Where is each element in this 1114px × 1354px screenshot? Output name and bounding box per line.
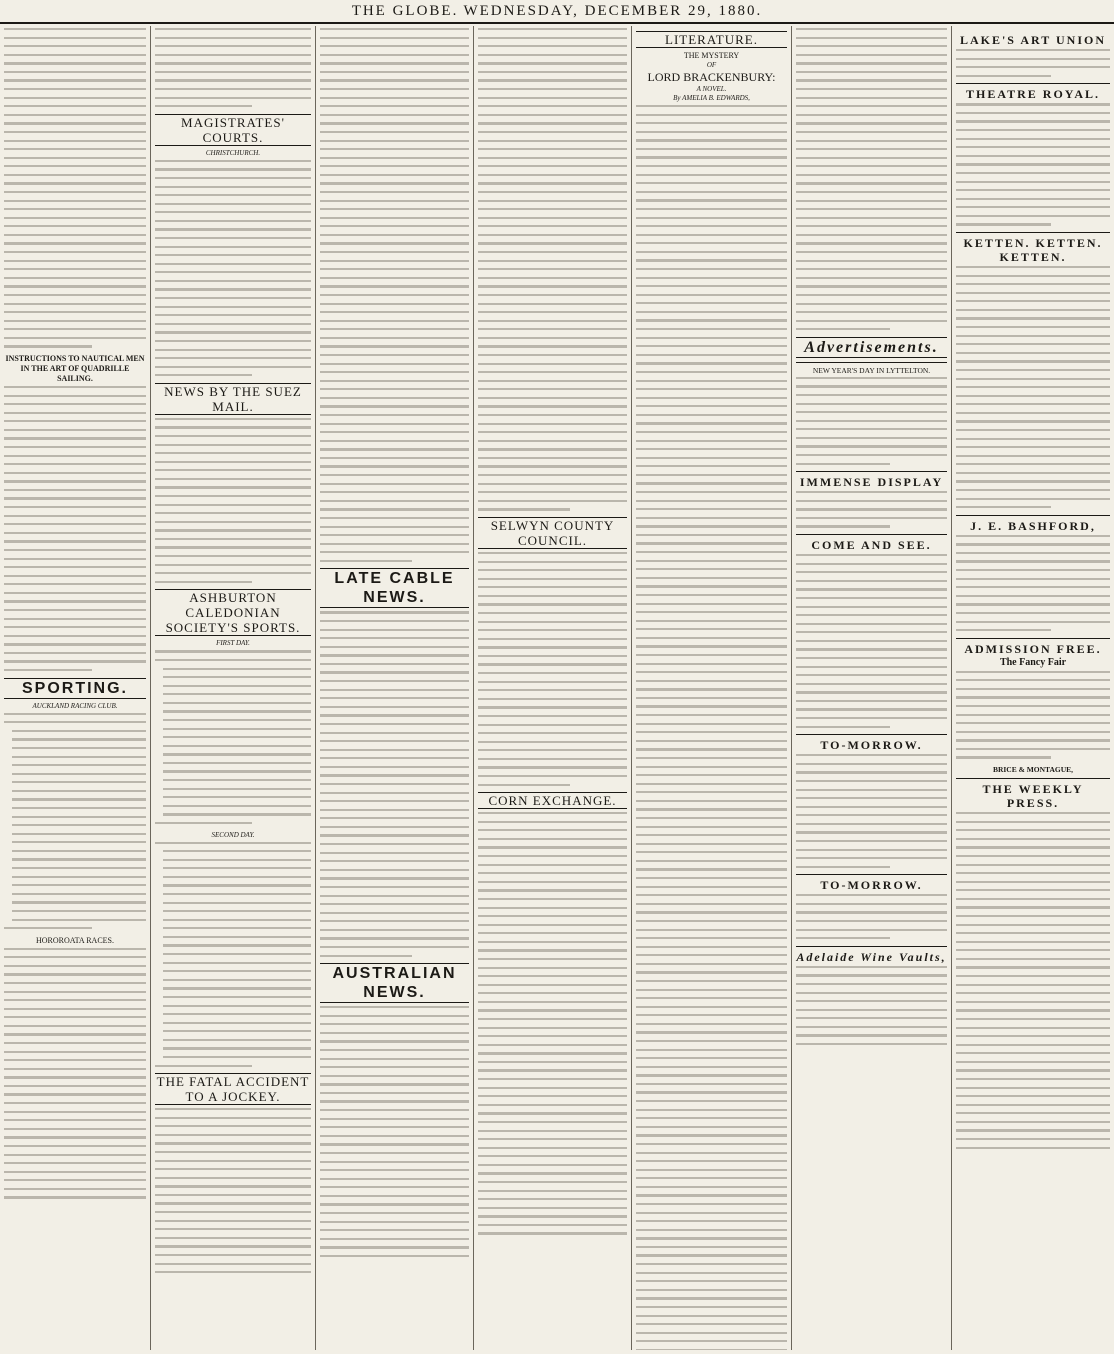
column-6 xyxy=(791,26,951,1350)
ad-come-and-see-title: COME AND SEE. xyxy=(811,538,932,553)
instructions-subheading: IN THE ART OF QUADRILLE SAILING. xyxy=(20,363,130,383)
article-text xyxy=(155,160,311,377)
ad-new-years-day xyxy=(796,362,947,465)
ad-come-and-see xyxy=(796,534,947,728)
column-2 xyxy=(150,26,315,1350)
ad-lakes-art-union xyxy=(956,30,1110,77)
article-text xyxy=(320,611,469,956)
ad-ketten xyxy=(956,232,1110,508)
sports-results xyxy=(155,650,311,824)
ad-brice-montague: BRICE & MONTAGUE, xyxy=(992,765,1074,775)
article-text xyxy=(320,1006,469,1257)
article-text xyxy=(4,948,146,1199)
article-text xyxy=(155,418,311,583)
column-5 xyxy=(631,26,791,1350)
novel-label: A NOVEL. xyxy=(696,85,727,93)
ad-immense-display xyxy=(796,471,947,528)
masthead-title: THE GLOBE. xyxy=(351,3,459,19)
magistrates-courts-heading: MAGISTRATES' COURTS. xyxy=(155,114,311,146)
article-text xyxy=(155,1108,311,1273)
ad-to-morrow-2-title: TO-MORROW. xyxy=(820,878,923,893)
ad-weekly-press-title: THE WEEKLY PRESS. xyxy=(982,782,1084,811)
article-text xyxy=(320,28,469,562)
ad-theatre-royal xyxy=(956,83,1110,225)
fatal-accident-heading: THE FATAL ACCIDENT TO A JOCKEY. xyxy=(156,1074,310,1105)
novel-text xyxy=(636,105,787,1350)
novel-title-line-2: OF xyxy=(706,61,717,69)
ad-admission-free xyxy=(956,638,1110,774)
ad-fancy-fair: The Fancy Fair xyxy=(999,656,1067,668)
article-text xyxy=(478,28,627,511)
instructions-heading: INSTRUCTIONS TO NAUTICAL MEN xyxy=(5,353,145,363)
ad-theatre-royal-title: THEATRE ROYAL. xyxy=(965,87,1101,102)
article-text xyxy=(4,28,146,348)
selwyn-council-heading: SELWYN COUNTY COUNCIL. xyxy=(478,517,627,549)
ad-weekly-press xyxy=(956,778,1110,1149)
article-text xyxy=(155,28,311,107)
article-text xyxy=(4,386,146,671)
sporting-heading: SPORTING. xyxy=(4,678,146,699)
column-1 xyxy=(0,26,150,1350)
literature-heading: LITERATURE. xyxy=(636,31,787,48)
first-day-subheading: FIRST DAY. xyxy=(216,639,250,648)
ad-to-morrow-1 xyxy=(796,734,947,868)
ad-to-morrow-1-title: TO-MORROW. xyxy=(820,738,923,753)
masthead xyxy=(0,0,1114,24)
caledonian-sports-heading: ASHBURTON CALEDONIAN SOCIETY'S SPORTS. xyxy=(155,589,311,636)
australian-news-heading: AUSTRALIAN NEWS. xyxy=(320,963,469,1003)
novel-author: By AMELIA B. EDWARDS, xyxy=(673,94,750,102)
ad-bashford-title: J. E. BASHFORD, xyxy=(970,518,1096,533)
ad-adelaide-wine-vaults xyxy=(796,946,947,1045)
corn-exchange-heading: CORN EXCHANGE. xyxy=(478,792,627,809)
ad-immense-display-title: IMMENSE DISPLAY xyxy=(799,475,944,490)
column-4 xyxy=(473,26,631,1350)
race-results xyxy=(4,713,146,930)
novel-text-continued xyxy=(796,28,947,330)
advertisements-heading: Advertisements. xyxy=(796,337,947,358)
ad-adelaide-wine-vaults-title: Adelaide Wine Vaults, xyxy=(796,949,947,964)
article-text xyxy=(478,812,627,1235)
novel-title-line-1: THE MYSTERY xyxy=(683,51,740,60)
ad-bashford xyxy=(956,515,1110,632)
masthead-date: WEDNESDAY, DECEMBER 29, 1880. xyxy=(463,3,763,19)
suez-mail-heading: NEWS BY THE SUEZ MAIL. xyxy=(155,383,311,415)
column-3 xyxy=(315,26,473,1350)
sports-results xyxy=(155,842,311,1067)
hororoata-heading: HOROROATA RACES. xyxy=(35,935,115,945)
ad-ketten-title: KETTEN. KETTEN. KETTEN. xyxy=(963,235,1103,264)
novel-title-line-3: LORD BRACKENBURY: xyxy=(647,70,776,84)
ad-to-morrow-2 xyxy=(796,874,947,939)
late-cable-news-heading: LATE CABLE NEWS. xyxy=(320,568,469,608)
article-text xyxy=(478,552,627,786)
magistrates-courts-subheading: CHRISTCHURCH. xyxy=(205,148,261,157)
column-7 xyxy=(951,26,1114,1350)
ad-lakes-art-union-title: LAKE'S ART UNION xyxy=(959,33,1107,47)
ad-admission-free-title: ADMISSION FREE. xyxy=(964,641,1102,656)
ad-new-years-day-title: NEW YEAR'S DAY IN LYTTELTON. xyxy=(812,365,931,375)
sporting-subheading: AUCKLAND RACING CLUB. xyxy=(32,701,118,710)
second-day-subheading: SECOND DAY. xyxy=(211,830,255,839)
